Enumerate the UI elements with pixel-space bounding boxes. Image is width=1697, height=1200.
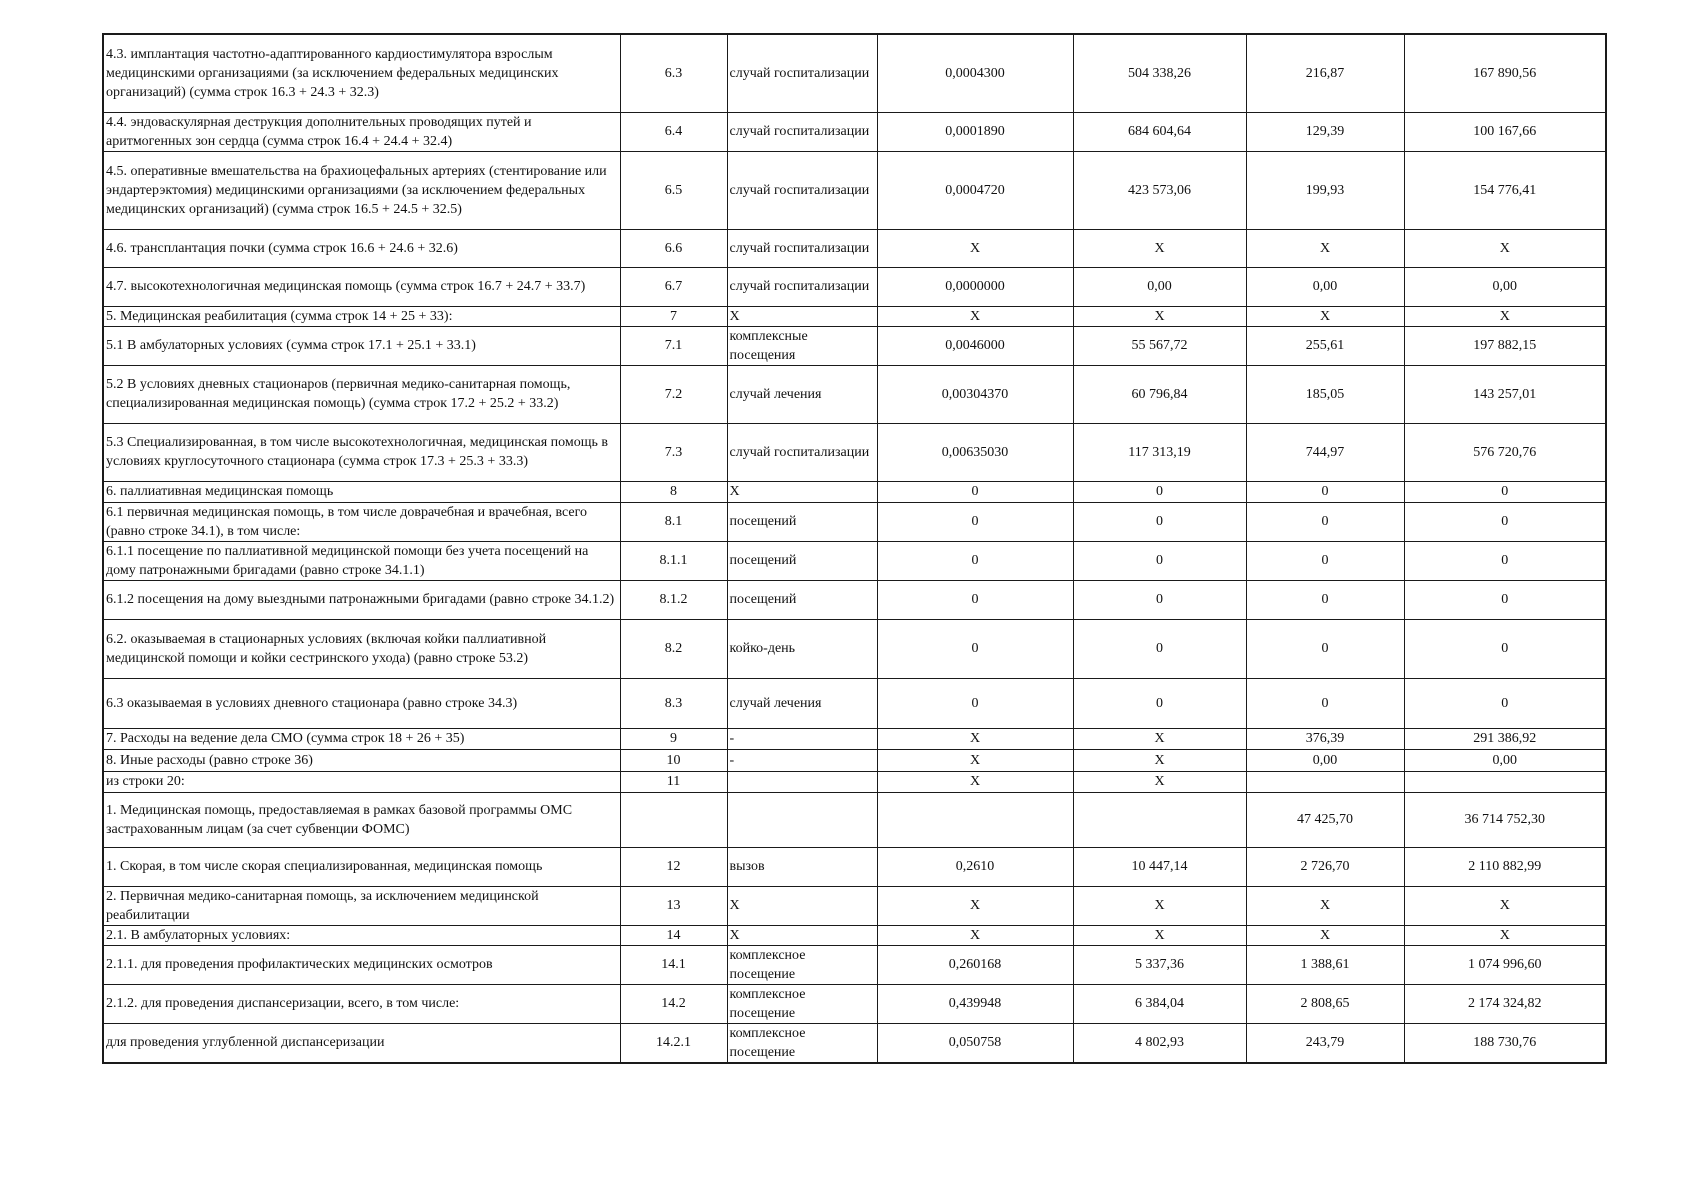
row-unit: посещений — [727, 541, 877, 580]
row-unit-cost: 0 — [1073, 541, 1246, 580]
row-name: 7. Расходы на ведение дела СМО (сумма строк 18 + 26 + 35) — [103, 728, 620, 749]
table-row — [103, 326, 1606, 365]
row-unit: случай лечения — [727, 678, 877, 728]
row-per-capita: 0,00 — [1246, 749, 1404, 771]
row-number: 8.2 — [620, 619, 727, 678]
row-total: 36 714 752,30 — [1404, 792, 1606, 847]
row-unit-cost: X — [1073, 728, 1246, 749]
row-norm: 0 — [877, 481, 1073, 502]
row-per-capita: 0 — [1246, 541, 1404, 580]
row-per-capita: 255,61 — [1246, 326, 1404, 365]
row-norm: X — [877, 229, 1073, 267]
row-name: 4.5. оперативные вмешательства на брахиоцефальных артериях (стентирование или эндартерэктомия) медицинскими организациями (за исключением федеральных медицинских организаций) (сумма строк 16.5 + 24.5 + 32.5) — [103, 151, 620, 229]
row-per-capita: 744,97 — [1246, 423, 1404, 481]
row-per-capita: 199,93 — [1246, 151, 1404, 229]
row-number: 6.5 — [620, 151, 727, 229]
row-unit-cost: 0,00 — [1073, 267, 1246, 306]
row-norm: X — [877, 771, 1073, 792]
row-norm: X — [877, 925, 1073, 945]
row-unit: случай лечения — [727, 365, 877, 423]
row-total: 2 110 882,99 — [1404, 847, 1606, 886]
row-unit-cost: 684 604,64 — [1073, 112, 1246, 151]
row-unit: посещений — [727, 580, 877, 619]
row-unit-cost: 504 338,26 — [1073, 34, 1246, 112]
row-per-capita: 0 — [1246, 502, 1404, 541]
row-per-capita: 0 — [1246, 619, 1404, 678]
table-row — [103, 771, 1606, 792]
row-name: 6. паллиативная медицинская помощь — [103, 481, 620, 502]
row-unit-cost: 0 — [1073, 502, 1246, 541]
table-row — [103, 502, 1606, 541]
row-number: 6.6 — [620, 229, 727, 267]
row-unit-cost: 10 447,14 — [1073, 847, 1246, 886]
row-per-capita: 2 726,70 — [1246, 847, 1404, 886]
row-per-capita: 0 — [1246, 481, 1404, 502]
row-number: 14 — [620, 925, 727, 945]
row-unit: X — [727, 481, 877, 502]
row-unit: случай госпитализации — [727, 423, 877, 481]
table-row — [103, 728, 1606, 749]
row-unit: случай госпитализации — [727, 34, 877, 112]
row-unit-cost: 0 — [1073, 678, 1246, 728]
table-row — [103, 792, 1606, 847]
row-name: 1. Скорая, в том числе скорая специализированная, медицинская помощь — [103, 847, 620, 886]
row-name: 6.3 оказываемая в условиях дневного стационара (равно строке 34.3) — [103, 678, 620, 728]
row-total — [1404, 771, 1606, 792]
row-unit-cost: 4 802,93 — [1073, 1023, 1246, 1063]
row-unit: вызов — [727, 847, 877, 886]
row-norm: X — [877, 306, 1073, 326]
row-unit: X — [727, 306, 877, 326]
row-number — [620, 792, 727, 847]
table-row — [103, 267, 1606, 306]
row-unit-cost: 5 337,36 — [1073, 945, 1246, 984]
row-per-capita: 0 — [1246, 580, 1404, 619]
row-number: 14.2 — [620, 984, 727, 1023]
row-unit-cost: X — [1073, 771, 1246, 792]
row-name: 4.7. высокотехнологичная медицинская помощь (сумма строк 16.7 + 24.7 + 33.7) — [103, 267, 620, 306]
table-row — [103, 541, 1606, 580]
row-unit: - — [727, 749, 877, 771]
row-number: 14.1 — [620, 945, 727, 984]
row-unit-cost: 117 313,19 — [1073, 423, 1246, 481]
row-norm — [877, 792, 1073, 847]
row-name: 6.1 первичная медицинская помощь, в том числе доврачебная и врачебная, всего (равно строке 34.1), в том числе: — [103, 502, 620, 541]
row-total: 0 — [1404, 481, 1606, 502]
table-row — [103, 306, 1606, 326]
row-unit-cost: X — [1073, 925, 1246, 945]
table-row — [103, 423, 1606, 481]
table-row — [103, 749, 1606, 771]
row-norm: 0,0004720 — [877, 151, 1073, 229]
row-unit — [727, 771, 877, 792]
row-total: 0 — [1404, 502, 1606, 541]
row-per-capita: 47 425,70 — [1246, 792, 1404, 847]
table-row — [103, 847, 1606, 886]
row-norm: 0 — [877, 619, 1073, 678]
table-row — [103, 229, 1606, 267]
row-number: 12 — [620, 847, 727, 886]
row-unit: комплексные посещения — [727, 326, 877, 365]
row-unit-cost: X — [1073, 229, 1246, 267]
row-unit: X — [727, 886, 877, 925]
row-total: X — [1404, 229, 1606, 267]
row-number: 6.3 — [620, 34, 727, 112]
table-row — [103, 34, 1606, 112]
row-name: 1. Медицинская помощь, предоставляемая в рамках базовой программы ОМС застрахованным лицам (за счет субвенции ФОМС) — [103, 792, 620, 847]
row-unit: комплексное посещение — [727, 1023, 877, 1063]
row-per-capita: 376,39 — [1246, 728, 1404, 749]
row-total: 143 257,01 — [1404, 365, 1606, 423]
row-unit-cost — [1073, 792, 1246, 847]
row-name: 4.4. эндоваскулярная деструкция дополнительных проводящих путей и аритмогенных зон сердца (сумма строк 16.4 + 24.4 + 32.4) — [103, 112, 620, 151]
row-total: 0 — [1404, 619, 1606, 678]
row-number: 7 — [620, 306, 727, 326]
row-total: 0,00 — [1404, 749, 1606, 771]
row-number: 6.4 — [620, 112, 727, 151]
row-number: 10 — [620, 749, 727, 771]
row-unit: комплексное посещение — [727, 984, 877, 1023]
row-unit: случай госпитализации — [727, 229, 877, 267]
cost-table — [102, 33, 1607, 1064]
row-per-capita — [1246, 771, 1404, 792]
row-per-capita: 216,87 — [1246, 34, 1404, 112]
row-per-capita: 1 388,61 — [1246, 945, 1404, 984]
row-total: 291 386,92 — [1404, 728, 1606, 749]
table-row — [103, 151, 1606, 229]
row-name: 4.6. трансплантация почки (сумма строк 16.6 + 24.6 + 32.6) — [103, 229, 620, 267]
row-number: 8 — [620, 481, 727, 502]
row-norm: 0,0000000 — [877, 267, 1073, 306]
row-number: 6.7 — [620, 267, 727, 306]
row-number: 9 — [620, 728, 727, 749]
row-total: 0 — [1404, 678, 1606, 728]
table-row — [103, 984, 1606, 1023]
row-name: для проведения углубленной диспансеризации — [103, 1023, 620, 1063]
row-per-capita: X — [1246, 306, 1404, 326]
row-norm: 0,050758 — [877, 1023, 1073, 1063]
table-body — [103, 34, 1606, 1063]
row-name: 5. Медицинская реабилитация (сумма строк 14 + 25 + 33): — [103, 306, 620, 326]
row-unit: койко-день — [727, 619, 877, 678]
row-number: 11 — [620, 771, 727, 792]
row-total: X — [1404, 925, 1606, 945]
row-name: 5.2 В условиях дневных стационаров (первичная медико-санитарная помощь, специализированная медицинская помощь) (сумма строк 17.2 + 25.2 + 33.2) — [103, 365, 620, 423]
row-name: 2. Первичная медико-санитарная помощь, за исключением медицинской реабилитации — [103, 886, 620, 925]
row-name: 5.3 Специализированная, в том числе высокотехнологичная, медицинская помощь в условиях круглосуточного стационара (сумма строк 17.3 + 25.3 + 33.3) — [103, 423, 620, 481]
row-unit-cost: 423 573,06 — [1073, 151, 1246, 229]
row-norm: 0,0046000 — [877, 326, 1073, 365]
row-total: 0 — [1404, 541, 1606, 580]
row-norm: 0,00635030 — [877, 423, 1073, 481]
row-per-capita: X — [1246, 886, 1404, 925]
row-total: X — [1404, 306, 1606, 326]
row-number: 8.1.1 — [620, 541, 727, 580]
row-total: 167 890,56 — [1404, 34, 1606, 112]
row-name: 6.1.2 посещения на дому выездными патронажными бригадами (равно строке 34.1.2) — [103, 580, 620, 619]
row-unit-cost: 60 796,84 — [1073, 365, 1246, 423]
row-norm: 0,00304370 — [877, 365, 1073, 423]
row-norm: 0 — [877, 502, 1073, 541]
row-norm: 0 — [877, 541, 1073, 580]
row-unit-cost: 0 — [1073, 580, 1246, 619]
table-row — [103, 619, 1606, 678]
table-row — [103, 580, 1606, 619]
row-number: 14.2.1 — [620, 1023, 727, 1063]
row-unit — [727, 792, 877, 847]
row-total: 154 776,41 — [1404, 151, 1606, 229]
row-norm: 0,0004300 — [877, 34, 1073, 112]
row-number: 13 — [620, 886, 727, 925]
row-name: 4.3. имплантация частотно-адаптированного кардиостимулятора взрослым медицинскими организациями (за исключением федеральных медицинских организаций) (сумма строк 16.3 + 24.3 + 32.3) — [103, 34, 620, 112]
row-name: из строки 20: — [103, 771, 620, 792]
row-norm: 0,0001890 — [877, 112, 1073, 151]
table-row — [103, 481, 1606, 502]
row-name: 2.1.1. для проведения профилактических медицинских осмотров — [103, 945, 620, 984]
row-norm: X — [877, 749, 1073, 771]
row-unit-cost: 55 567,72 — [1073, 326, 1246, 365]
table-row — [103, 886, 1606, 925]
row-unit-cost: X — [1073, 749, 1246, 771]
row-total: 100 167,66 — [1404, 112, 1606, 151]
table-row — [103, 925, 1606, 945]
row-name: 5.1 В амбулаторных условиях (сумма строк 17.1 + 25.1 + 33.1) — [103, 326, 620, 365]
row-per-capita: 2 808,65 — [1246, 984, 1404, 1023]
row-unit: случай госпитализации — [727, 267, 877, 306]
row-number: 8.1.2 — [620, 580, 727, 619]
row-norm: X — [877, 728, 1073, 749]
row-unit-cost: 0 — [1073, 481, 1246, 502]
row-per-capita: X — [1246, 925, 1404, 945]
row-per-capita: 0,00 — [1246, 267, 1404, 306]
row-unit: комплексное посещение — [727, 945, 877, 984]
row-total: 1 074 996,60 — [1404, 945, 1606, 984]
table-row — [103, 365, 1606, 423]
row-unit-cost: X — [1073, 886, 1246, 925]
table-row — [103, 1023, 1606, 1063]
row-norm: 0,260168 — [877, 945, 1073, 984]
row-number: 7.1 — [620, 326, 727, 365]
row-total: 576 720,76 — [1404, 423, 1606, 481]
row-per-capita: X — [1246, 229, 1404, 267]
row-total: X — [1404, 886, 1606, 925]
row-total: 0,00 — [1404, 267, 1606, 306]
table-row — [103, 112, 1606, 151]
row-unit-cost: 6 384,04 — [1073, 984, 1246, 1023]
table-row — [103, 945, 1606, 984]
row-total: 2 174 324,82 — [1404, 984, 1606, 1023]
row-per-capita: 185,05 — [1246, 365, 1404, 423]
row-name: 8. Иные расходы (равно строке 36) — [103, 749, 620, 771]
row-unit: - — [727, 728, 877, 749]
table-row — [103, 678, 1606, 728]
row-unit-cost: X — [1073, 306, 1246, 326]
row-norm: X — [877, 886, 1073, 925]
row-per-capita: 0 — [1246, 678, 1404, 728]
row-unit: случай госпитализации — [727, 151, 877, 229]
row-unit: посещений — [727, 502, 877, 541]
row-number: 7.2 — [620, 365, 727, 423]
row-unit-cost: 0 — [1073, 619, 1246, 678]
row-unit: X — [727, 925, 877, 945]
row-number: 8.1 — [620, 502, 727, 541]
row-name: 6.1.1 посещение по паллиативной медицинской помощи без учета посещений на дому патронажными бригадами (равно строке 34.1.1) — [103, 541, 620, 580]
row-unit: случай госпитализации — [727, 112, 877, 151]
row-norm: 0,439948 — [877, 984, 1073, 1023]
row-norm: 0 — [877, 580, 1073, 619]
row-number: 8.3 — [620, 678, 727, 728]
row-per-capita: 243,79 — [1246, 1023, 1404, 1063]
row-name: 2.1.2. для проведения диспансеризации, всего, в том числе: — [103, 984, 620, 1023]
row-name: 6.2. оказываемая в стационарных условиях (включая койки паллиативной медицинской помощи и койки сестринского ухода) (равно строке 53.2) — [103, 619, 620, 678]
row-total: 197 882,15 — [1404, 326, 1606, 365]
row-total: 0 — [1404, 580, 1606, 619]
row-number: 7.3 — [620, 423, 727, 481]
row-norm: 0,2610 — [877, 847, 1073, 886]
row-name: 2.1. В амбулаторных условиях: — [103, 925, 620, 945]
row-total: 188 730,76 — [1404, 1023, 1606, 1063]
row-norm: 0 — [877, 678, 1073, 728]
row-per-capita: 129,39 — [1246, 112, 1404, 151]
